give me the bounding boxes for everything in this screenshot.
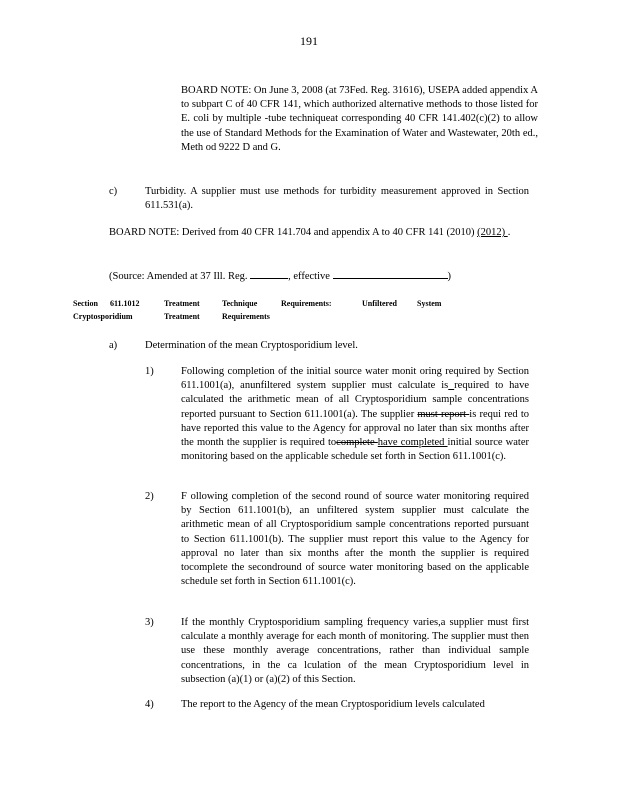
- sub-3-label: 3): [145, 617, 154, 628]
- section-heading-word: Requirements:: [281, 299, 332, 308]
- sub-4-text: The report to the Agency of the mean Cryptosporidium levels calculated: [181, 699, 485, 710]
- section-heading-word: Unfiltered: [362, 299, 397, 308]
- board-note-derived-year: (2012): [477, 227, 508, 238]
- item-c-turbidity: Turbidity. A supplier must use methods for turbidity measurement approved in Section 611.531(a).: [145, 186, 529, 212]
- section-heading-word: Cryptosporidium: [73, 312, 133, 321]
- source-register-blank: [250, 268, 288, 279]
- source-effective-blank: [333, 268, 448, 279]
- item-a-heading: Determination of the mean Cryptosporidium level.: [145, 340, 358, 351]
- section-heading: [0, 298, 618, 324]
- sub-1-text: Following completion of the initial source water monit oring required by Section 611.1001(a), anunfiltered system supplier must calculate is required to have calculated the arithmetic mean of all Cryptosporidium sample concentrations reported pursuant to Section 611.1001(a). The supplier must report is requi red to have reported this value to the Agency for approval no later than six months after the month the supplier is required tocomplete have completed initial source water monitoring based on the applicable schedule set forth in Section 611.1001(c).: [181, 366, 530, 463]
- sub-2-label: 2): [145, 491, 154, 502]
- inserted-text: have completed: [377, 437, 448, 449]
- board-note-derived: [109, 226, 529, 240]
- sub-3-text: If the monthly Cryptosporidium sampling frequency varies,a supplier must first calculate a monthly average for each month of monitoring. The supplier must then use these monthly average concentrations, rather than individual sample concentrations, in the ca lculation of the mean Cryptosporidium level in subsection (a)(1) or (a)(2) of this Section.: [181, 617, 529, 685]
- board-note-derived-text: BOARD NOTE: Derived from 40 CFR 141.704 and appendix A to 40 CFR 141 (2010): [109, 227, 478, 238]
- page-number: 191: [300, 34, 318, 48]
- item-a-label: a): [109, 340, 118, 351]
- sub-2-text: F ollowing completion of the second round of source water monitoring required by Section 611.1001(b), an unfiltered system supplier must calculate the arithmetic mean of all Cryptosporidium sample concentrations reported pursuant to Section 611.1001(b). The supplier must report this value to the Agency for approval no later than six months after the month the supplier is required tocomplete the secondround of source water monitoring based on the applicable schedule set forth in Section 611.1001(c).: [181, 491, 529, 588]
- section-heading-word: Technique: [222, 299, 258, 308]
- sub-1-label: 1): [145, 366, 154, 377]
- sub-4-label: 4): [145, 699, 154, 710]
- board-note-e-coli: BOARD NOTE: On June 3, 2008 (at 73Fed. Reg. 31616), USEPA added appendix A to subpart C of 40 CFR 141, which authorized alternative methods to those listed for E. coli by multiple -tube techniqueat corresponding 40 CFR 141.402(c)(2) to allow the use of Standard Methods for the Examination of Water and Wastewater, 20th ed., Meth od 9222 D and G.: [181, 85, 538, 153]
- item-c-label: c): [109, 186, 118, 197]
- source-prefix: (Source: Amended at 37 Ill. Reg.: [109, 271, 248, 282]
- struck-text: complete: [336, 437, 378, 449]
- section-heading-word: Treatment: [164, 299, 200, 308]
- board-note-derived-end: .: [507, 227, 511, 238]
- section-heading-word: System: [417, 299, 442, 308]
- section-heading-word: Treatment: [164, 312, 200, 321]
- source-line: [109, 268, 539, 284]
- section-heading-word: Requirements: [222, 312, 270, 321]
- source-middle: , effective: [288, 271, 330, 282]
- struck-text: must report: [417, 408, 470, 420]
- section-heading-word: Section: [73, 299, 98, 308]
- section-heading-word: 611.1012: [110, 299, 140, 308]
- source-end: ): [447, 271, 452, 282]
